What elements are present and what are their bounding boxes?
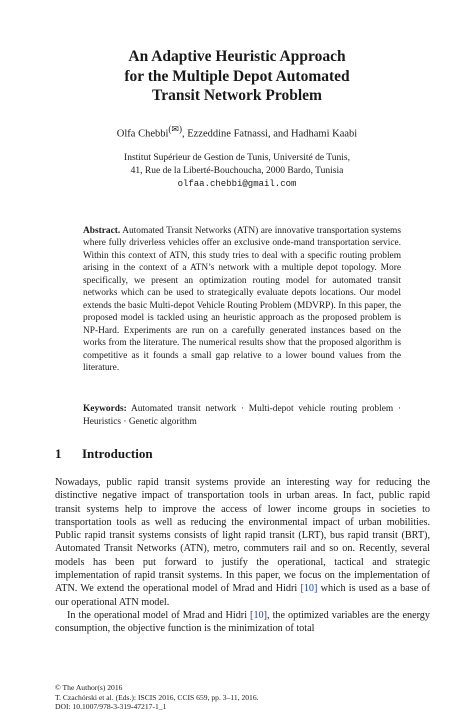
paragraph: [55, 476, 430, 609]
citation-link[interactable]: [10]: [250, 609, 268, 621]
copyright-line: © The Author(s) 2016: [55, 683, 123, 692]
affiliation-line: Institut Supérieur de Gestion de Tunis, Université de Tunis,: [124, 153, 350, 163]
paragraph-text: In the operational model of Mrad and Hidri: [67, 609, 251, 621]
envelope-icon: (✉): [168, 124, 182, 134]
affiliation: [0, 152, 474, 191]
body-text: [55, 476, 430, 636]
footer-notes: [55, 683, 259, 712]
section-heading: [55, 446, 153, 462]
author-list: [0, 124, 474, 140]
paragraph: [55, 609, 430, 636]
citation-link[interactable]: [10]: [300, 583, 318, 595]
paragraph-text: Nowadays, public rapid transit systems provide an interesting way for reducing the distinctive negative impact of transportation tools in urban areas. In fact, public rapid transit systems help to improve the access of lower income groups in societies to transportation tools as well as reducing the environmental impact of urban mobilities. Public rapid transit systems consists of light rapid transit (LRT), bus rapid transit (BRT), Automated Transit Networks (ATN), metro, commuters rail and so on. Recently, several models has been put forward to justify the operational, tactical and strategic implementation of rapid transit systems. In this paper, we focus on the implementation of ATN. We extend the operational model of Mrad and Hidri: [55, 477, 430, 595]
keywords: [83, 403, 401, 428]
paragraph-text: , the optimized variables are the energy consumption, the objective function is the minimization of total: [55, 609, 430, 635]
section-number: 1: [55, 446, 62, 461]
paragraph-text: which is used as a base of our operational ATN model.: [55, 583, 430, 608]
doi-line: DOI: 10.1007/978-3-319-47217-1_1: [55, 702, 167, 711]
abstract-text: Automated Transit Networks (ATN) are innovative transportation systems where fully driverless vehicles offer an exclusive onde-mand transportation service. Within this context of ATN, this study tries to deal with a specific routing problem arising in the context of a ATN’s network with a multiple depot topology. More specifically, we present an optimization routing model for automated transit networks which can be used to strategically evaluate depots locations. Our model extends the basic Multi-depot Vehicle Routing Problem (MDVRP). In this paper, the proposed model is tackled using an heuristic approach as the proposed problem is NP-Hard. Experiments are run on a carefully generated instances based on the works from the literature. The numerical results show that the proposed algorithm is competitive as it founds a small gap relative to a lower bound values from the literature.: [83, 226, 401, 373]
abstract: [83, 225, 401, 374]
author-email[interactable]: olfaa.chebbi@gmail.com: [177, 179, 297, 189]
title-line: for the Multiple Depot Automated: [124, 67, 350, 85]
section-title: Introduction: [82, 446, 153, 461]
keywords-text: Automated transit network · Multi-depot vehicle routing problem · Heuristics · Genetic algorithm: [83, 404, 402, 427]
abstract-label: Abstract.: [83, 226, 121, 236]
affiliation-line: 41, Rue de la Liberté-Bouchoucha, 2000 Bardo, Tunisia: [130, 166, 344, 176]
author-name: Olfa Chebbi: [116, 128, 169, 140]
title-line: Transit Network Problem: [152, 87, 322, 104]
title-line: An Adaptive Heuristic Approach: [128, 48, 346, 65]
keywords-label: Keywords:: [83, 404, 127, 414]
author-names-rest: , Ezzeddine Fatnassi, and Hadhami Kaabi: [181, 128, 358, 140]
citation-line: T. Czachórski et al. (Eds.): ISCIS 2016, CCIS 659, pp. 3–11, 2016.: [55, 692, 259, 702]
paper-title: [0, 47, 474, 106]
